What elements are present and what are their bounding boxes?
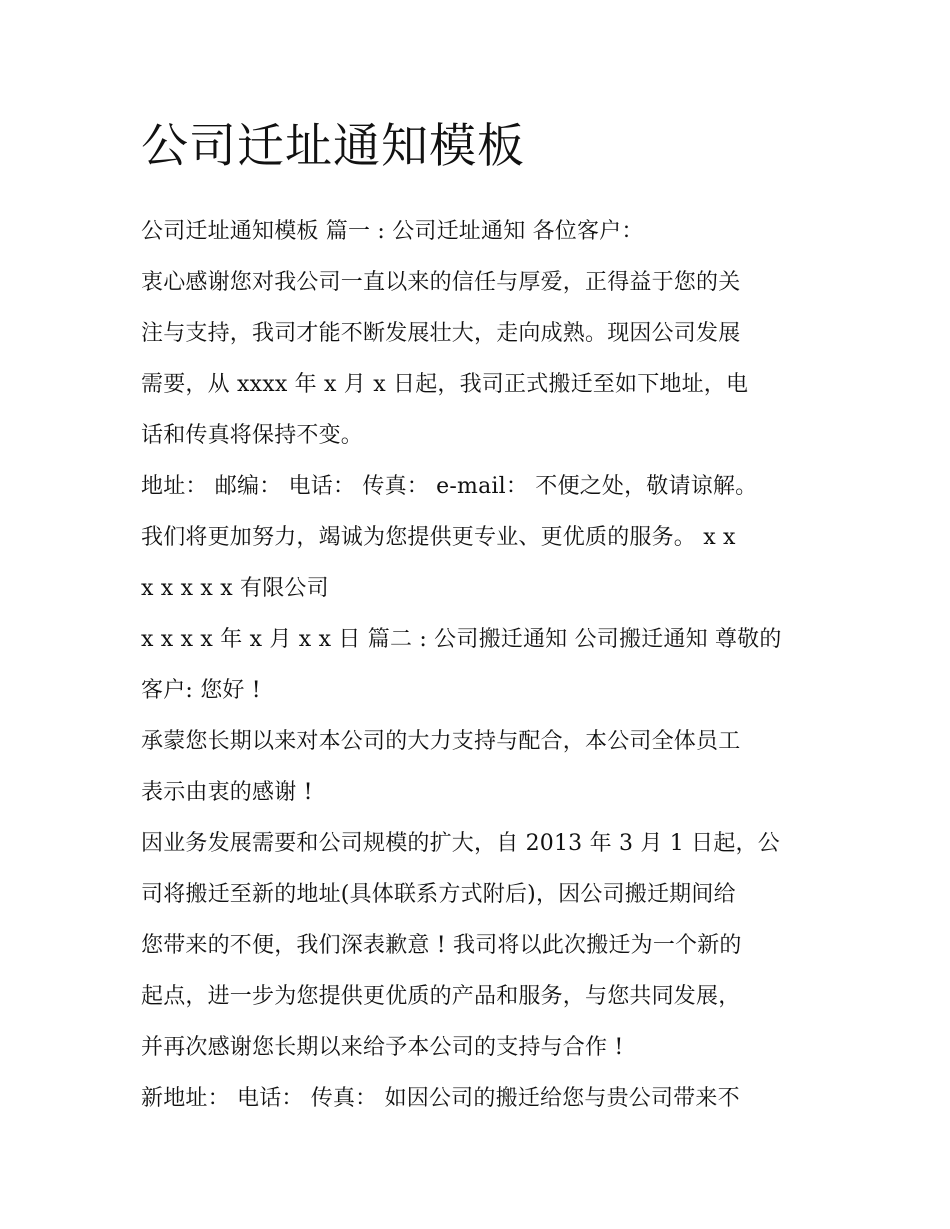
text-line: 表示由衷的感谢 ! — [141, 780, 313, 805]
document-title: 公司迁址通知模板 — [141, 119, 525, 174]
text-line: 注与支持，我司才能不断发展壮大，走向成熟。现因公司发展 — [141, 321, 741, 346]
text-line: x x x x x 有限公司 — [141, 576, 329, 601]
document-body — [141, 112, 811, 1124]
paragraph-6 — [141, 818, 811, 1073]
text-line: 并再次感谢您长期以来给予本公司的支持与合作 ! — [141, 1035, 624, 1060]
text-line: 地址： 邮编： 电话： 传真： e-mail： 不便之处，敬请谅解。 — [141, 474, 758, 499]
paragraph-2 — [141, 257, 811, 461]
paragraph-7 — [141, 1073, 811, 1124]
text-line: 需要，从 xxxx 年 x 月 x 日起，我司正式搬迁至如下地址，电 — [141, 372, 749, 397]
text-line: 新地址： 电话： 传真： 如因公司的搬迁给您与贵公司带来不 — [141, 1086, 740, 1111]
text-line: 因业务发展需要和公司规模的扩大，自 2013 年 3 月 1 日起，公 — [141, 831, 780, 856]
text-line: 起点，进一步为您提供更优质的产品和服务，与您共同发展， — [141, 984, 741, 1009]
paragraph-4 — [141, 614, 811, 716]
paragraph-5 — [141, 716, 811, 818]
text-line: 公司迁址通知模板 篇一 : 公司迁址通知 各位客户： — [141, 219, 644, 244]
text-line: 承蒙您长期以来对本公司的大力支持与配合，本公司全体员工 — [141, 729, 741, 754]
paragraph-1 — [141, 206, 811, 257]
text-line: 衷心感谢您对我公司一直以来的信任与厚爱，正得益于您的关 — [141, 270, 741, 295]
paragraph-3 — [141, 461, 811, 614]
text-line: 客户: 您好 ! — [141, 678, 261, 703]
text-line: 我们将更加努力，竭诚为您提供更专业、更优质的服务。 x x — [141, 525, 736, 550]
text-line: 司将搬迁至新的地址(具体联系方式附后)，因公司搬迁期间给 — [141, 882, 736, 907]
text-line: 您带来的不便，我们深表歉意 ! 我司将以此次搬迁为一个新的 — [141, 933, 742, 958]
text-line: 话和传真将保持不变。 — [141, 423, 364, 448]
text-line: x x x x 年 x 月 x x 日 篇二 : 公司搬迁通知 公司搬迁通知 尊敬的 — [141, 627, 782, 652]
